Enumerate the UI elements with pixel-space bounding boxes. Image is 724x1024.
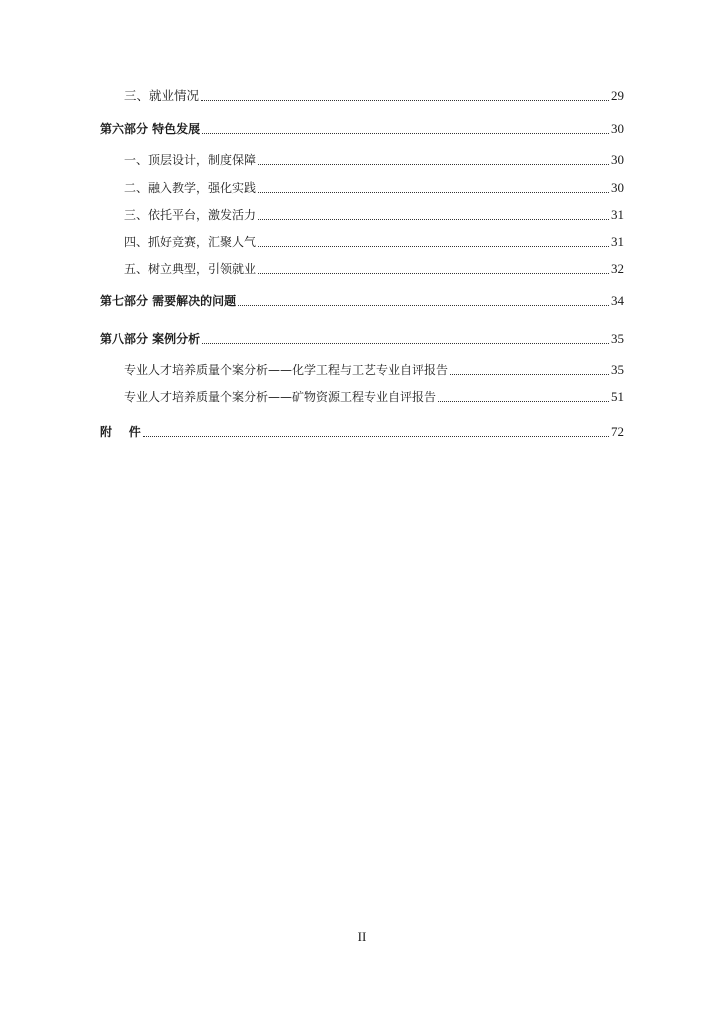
toc-entry-label: 第七部分 需要解决的问题 xyxy=(100,294,237,308)
dot-leader xyxy=(258,191,609,193)
dot-leader xyxy=(258,163,609,165)
dot-leader xyxy=(202,342,609,344)
toc-entry-page: 30 xyxy=(611,152,624,167)
toc-entry-case-mineral-resources[interactable] xyxy=(0,385,724,405)
toc-entry-platform[interactable] xyxy=(0,203,724,223)
toc-entry-label: 三、就业情况 xyxy=(124,88,200,103)
toc-entry-label: 第六部分 特色发展 xyxy=(100,122,201,136)
dot-leader xyxy=(450,373,609,375)
dot-leader xyxy=(258,218,609,220)
dot-leader xyxy=(258,245,609,247)
dot-leader xyxy=(201,99,609,101)
toc-entry-page: 30 xyxy=(611,121,624,136)
toc-entry-label: 三、依托平台，激发活力 xyxy=(124,208,257,222)
toc-entry-case-chemical-engineering[interactable] xyxy=(0,358,724,378)
toc-entry-page: 51 xyxy=(611,389,624,404)
toc-entry-page: 31 xyxy=(611,207,624,222)
toc-entry-page: 30 xyxy=(611,180,624,195)
toc-entry-label: 专业人才培养质量个案分析——化学工程与工艺专业自评报告 xyxy=(124,363,449,377)
toc-entry-label: 二、融入教学，强化实践 xyxy=(124,181,257,195)
toc-entry-label: 第八部分 案例分析 xyxy=(100,332,201,346)
dot-leader xyxy=(258,272,609,274)
toc-entry-page: 31 xyxy=(611,234,624,249)
toc-entry-page: 35 xyxy=(611,362,624,377)
toc-entry-label: 专业人才培养质量个案分析——矿物资源工程专业自评报告 xyxy=(124,390,437,404)
toc-entry-role-models[interactable] xyxy=(0,257,724,277)
toc-entry-page: 32 xyxy=(611,261,624,276)
toc-entry-part-eight[interactable] xyxy=(0,327,724,347)
toc-entry-page: 72 xyxy=(611,424,624,439)
toc-entry-part-six[interactable] xyxy=(0,117,724,137)
page-number: II xyxy=(357,929,367,944)
dot-leader xyxy=(202,132,609,134)
dot-leader xyxy=(143,435,609,437)
toc-entry-page: 29 xyxy=(611,88,624,103)
toc-entry-integrate-teaching[interactable] xyxy=(0,176,724,196)
toc-entry-label: 四、抓好竞赛，汇聚人气 xyxy=(124,235,257,249)
toc-entry-page: 35 xyxy=(611,331,624,346)
toc-entry-top-level-design[interactable] xyxy=(0,148,724,168)
toc-entry-employment[interactable] xyxy=(0,84,724,104)
toc-entry-label: 附 件 xyxy=(100,425,141,439)
toc-entry-appendix[interactable] xyxy=(0,420,724,440)
dot-leader xyxy=(238,304,609,306)
toc-entry-page: 34 xyxy=(611,293,624,308)
toc-entry-label: 五、树立典型，引领就业 xyxy=(124,262,257,276)
toc-entry-label: 一、顶层设计，制度保障 xyxy=(124,153,257,167)
toc-entry-competitions[interactable] xyxy=(0,230,724,250)
dot-leader xyxy=(438,400,609,402)
toc-entry-part-seven[interactable] xyxy=(0,289,724,309)
